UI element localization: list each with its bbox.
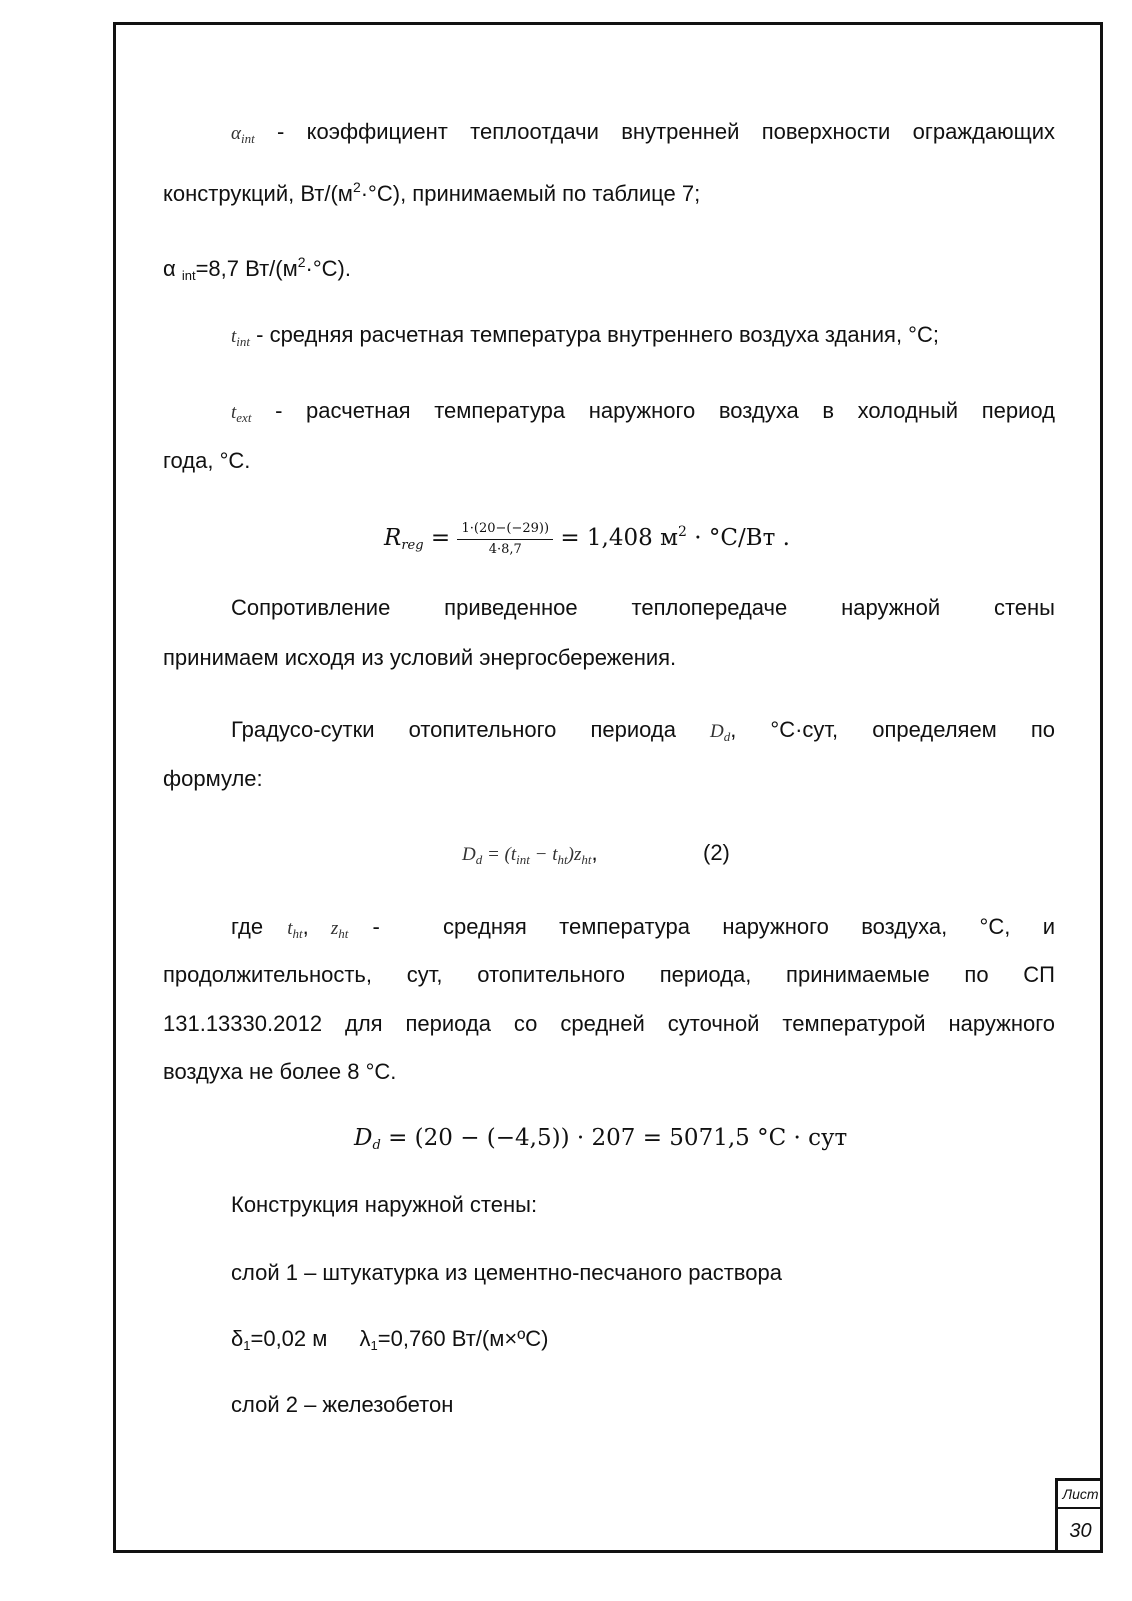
layer-2-description: слой 2 – железобетон — [231, 1392, 454, 1417]
t-ext-definition-line1: $t_{ext}$ - расчетная температура наружного воздуха в холодный период — [231, 398, 1055, 425]
alpha-int-value: α $_{int}$=8,7 $Вт/(м^2\cdot^\circ С)$. — [163, 254, 351, 283]
formula-number: (2) — [703, 840, 730, 865]
t-ext-symbol: $t_{ext}$ — [231, 402, 252, 425]
formula-d-d-general: $D_d = (t_{int} - t_{ht})z_{ht}$, — [462, 840, 598, 867]
degree-days-paragraph-line2: формуле: — [163, 766, 263, 791]
sheet-label: Лист — [1058, 1481, 1103, 1509]
where-paragraph-line2: продолжительность, сут, отопительного периода, принимаемые по СП — [163, 962, 1055, 987]
where-paragraph-line4: воздуха не более 8 °С. — [163, 1059, 397, 1084]
degree-days-paragraph-line1: Градусо-сутки отопительного периода $D_d$, °С·сут, определяем по — [231, 717, 1056, 744]
sheet-number: 30 — [1069, 1520, 1092, 1542]
resistance-paragraph-line1: Сопротивление приведенное теплопередаче наружной стены — [231, 595, 1055, 620]
t-int-symbol: $t_{int}$ — [231, 326, 251, 349]
wall-construction-heading: Конструкция наружной стены: — [231, 1192, 538, 1217]
t-int-definition: $t_{int}$ - средняя расчетная температура внутреннего воздуха здания, °С; — [231, 322, 939, 349]
resistance-paragraph-line2: принимаем исходя из условий энергосбережения. — [163, 645, 677, 670]
d-d-symbol: $D_d$ — [710, 721, 731, 744]
where-paragraph-line3: 131.13330.2012 для периода со средней суточной температурой наружного — [163, 1011, 1055, 1036]
fraction: $\frac{1\cdot(20-(-29))}{4\cdot 8,7}$ — [457, 520, 553, 559]
alpha-int-definition-line1: $\alpha_{int}$ - коэффициент теплоотдачи внутренней поверхности ограждающих — [231, 119, 1055, 146]
t-ht-symbol: $t_{ht}$ — [287, 918, 303, 941]
formula-d-d-value: $D_d = (20 - (-4,5)) \cdot 207 = 5071,5$ °С · сут — [354, 1125, 848, 1153]
layer-1-properties: $\delta_1=0,02$ м $\lambda_1=0,760$ Вт/(м×ºС) — [231, 1326, 549, 1353]
z-ht-symbol: $z_{ht}$ — [330, 918, 349, 941]
where-paragraph-line1: где $t_{ht}$, $z_{ht}$ - средняя температура наружного воздуха, °С, и — [231, 914, 1055, 941]
sheet-stamp — [1055, 1478, 1103, 1553]
layer-1-description: слой 1 – штукатурка из цементно-песчаного раствора — [231, 1260, 782, 1285]
t-ext-definition-line2: года, °С. — [163, 448, 251, 473]
formula-r-reg: $R_{reg}$ = $\frac{1\cdot(20-(-29))}{4\cdot 8,7}$ = 1,408 $м^2 \cdot ^\circ С/Вт$ . — [384, 520, 790, 557]
alpha-int-symbol: $\alpha_{int}$ — [231, 123, 255, 146]
alpha-int-definition-line2: конструкций, $Вт/(м^2\cdot^\circ С)$, принимаемый по таблице 7; — [163, 179, 701, 206]
